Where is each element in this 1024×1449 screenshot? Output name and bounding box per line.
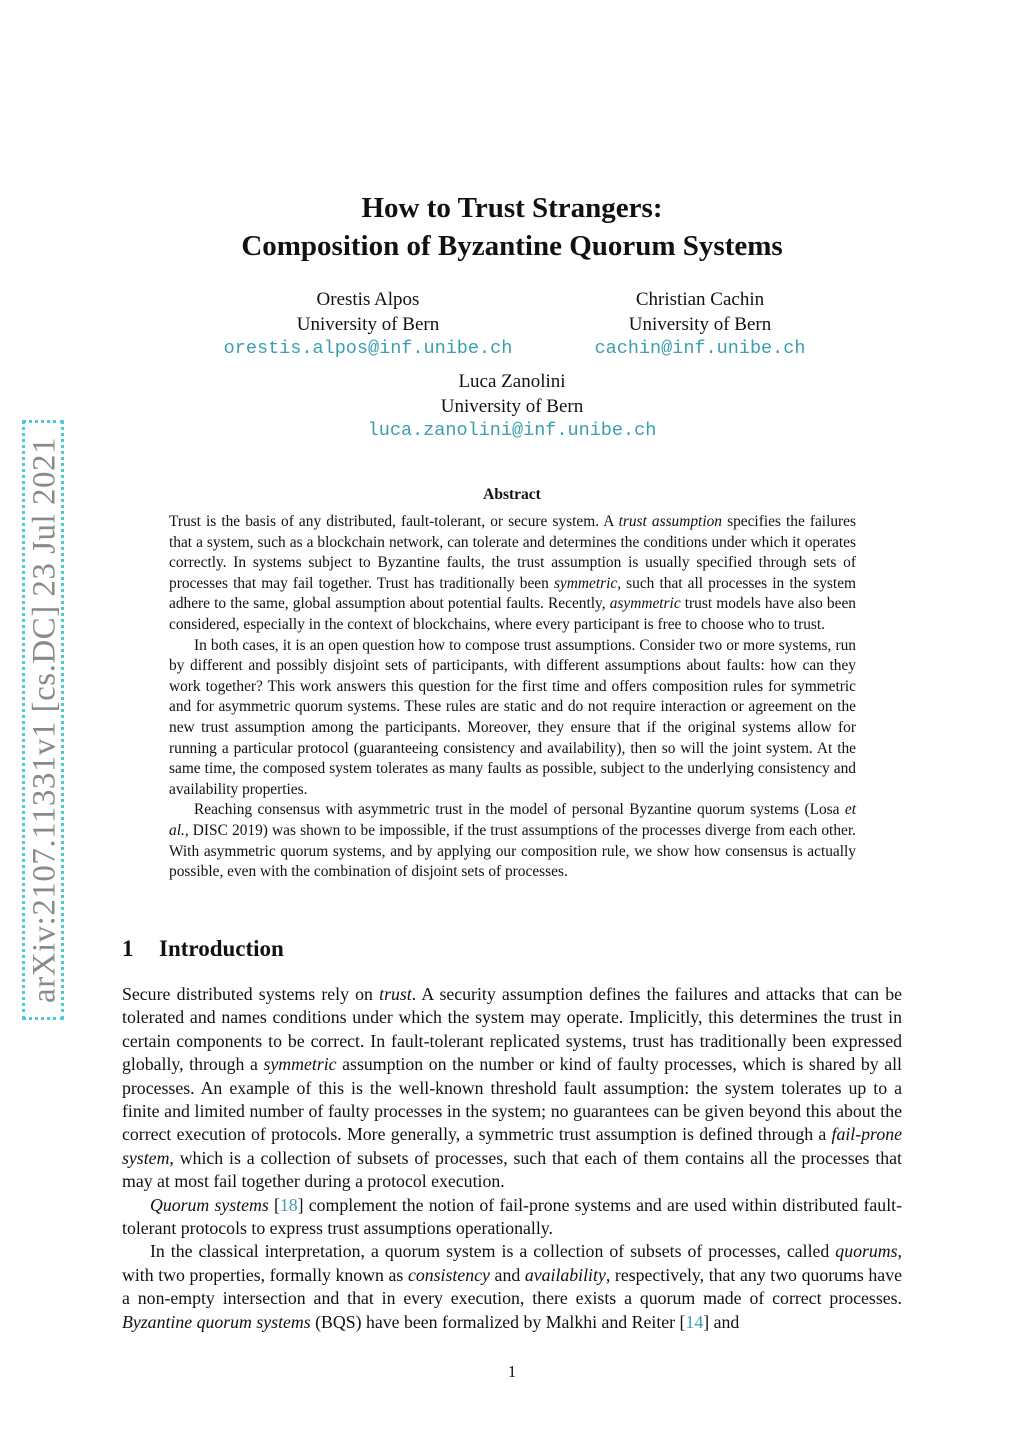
abstract-body bbox=[169, 512, 856, 883]
paper-title-line-1: How to Trust Strangers: bbox=[361, 192, 663, 224]
intro-paragraph-3: In the classical interpretation, a quorum system is a collection of subsets of processes, called quorums, with two properties, formally known as consistency and availability, respectively, that any two quorums have a non-empty intersection and that in every execution, there exists a quorum made of correct processes. Byzantine quorum systems (BQS) have been formalized by Malkhi and Reiter [14] and bbox=[122, 1241, 902, 1332]
author-name: Orestis Alpos bbox=[316, 289, 420, 310]
intro-paragraph-2: Quorum systems [18] complement the notion of fail-prone systems and are used within distributed fault-tolerant protocols to express trust assumptions operationally. bbox=[122, 1194, 902, 1239]
abstract-heading: Abstract bbox=[483, 486, 541, 503]
author-affiliation: University of Bern bbox=[628, 313, 772, 335]
section-number: 1 bbox=[122, 936, 134, 961]
citation-link[interactable]: 14 bbox=[685, 1311, 704, 1332]
author-email-link[interactable]: luca.zanolini@inf.unibe.ch bbox=[367, 420, 657, 441]
section-heading-introduction bbox=[122, 936, 284, 962]
paper-title-line-2: Composition of Byzantine Quorum Systems bbox=[241, 230, 783, 262]
abstract-paragraph-2: In both cases, it is an open question how to compose trust assumptions. Consider two or more systems, run by different and possibly disjoint sets of participants, with different assumptions about faults: how can they work together? This work answers this question for the first time and offers composition rules for symmetric and for asymmetric quorum systems. These rules are static and do not require interaction or agreement on the new trust assumption among the participants. Moreover, they ensure that if the original systems allow for running a particular protocol (guaranteeing consistency and availability), then so will the joint system. At the same time, the composed system tolerates as many faults as possible, subject to the underlying consistency and availability properties. bbox=[169, 636, 856, 798]
arxiv-identifier[interactable]: arXiv:2107.11331v1 [cs.DC] 23 Jul 2021 bbox=[26, 437, 63, 1003]
section-title: Introduction bbox=[159, 936, 284, 961]
author-name: Luca Zanolini bbox=[458, 371, 566, 392]
author-email-link[interactable]: orestis.alpos@inf.unibe.ch bbox=[223, 338, 513, 359]
author-block-1 bbox=[190, 288, 546, 362]
citation-link[interactable]: 18 bbox=[279, 1194, 298, 1215]
author-affiliation: University of Bern bbox=[296, 313, 440, 335]
intro-paragraph-1: Secure distributed systems rely on trust. A security assumption defines the failures and attacks that can be tolerated and names conditions under which the system may operate. Implicitly, this determines the trust in certain components to be correct. In fault-tolerant replicated systems, trust has traditionally been expressed globally, through a symmetric assumption on the number or kind of faulty processes, which is shared by all processes. An example of this is the well-known threshold fault assumption: the system tolerates up to a finite and limited number of faulty processes in the system; no guarantees can be given beyond this about the correct execution of protocols. More generally, a symmetric trust assumption is defined through a fail-prone system, which is a collection of subsets of processes, such that each of them contains all the processes that may at most fail together during a protocol execution. bbox=[122, 984, 902, 1192]
abstract-paragraph-1: Trust is the basis of any distributed, fault-tolerant, or secure system. A trust assumption specifies the failures that a system, such as a blockchain network, can tolerate and determines the conditions under which it operates correctly. In systems subject to Byzantine faults, the trust assumption is usually specified through sets of processes that may fail together. Trust has traditionally been symmetric, such that all processes in the system adhere to the same, global assumption about potential faults. Recently, asymmetric trust models have also been considered, especially in the context of blockchains, where every participant is free to choose who to trust. bbox=[169, 513, 856, 633]
author-block-2 bbox=[570, 288, 830, 362]
author-affiliation: University of Bern bbox=[440, 395, 584, 417]
page-number: 1 bbox=[507, 1362, 517, 1381]
author-email-link[interactable]: cachin@inf.unibe.ch bbox=[594, 338, 806, 359]
abstract-paragraph-3: Reaching consensus with asymmetric trust in the model of personal Byzantine quorum systems (Losa et al., DISC 2019) was shown to be impossible, if the trust assumptions of the processes diverge from each other. With asymmetric quorum systems, and by applying our composition rule, we show how consensus is actually possible, even with the combination of disjoint sets of processes. bbox=[169, 801, 856, 881]
introduction-body bbox=[122, 983, 902, 1334]
author-block-3 bbox=[312, 370, 712, 444]
author-name: Christian Cachin bbox=[635, 289, 765, 310]
